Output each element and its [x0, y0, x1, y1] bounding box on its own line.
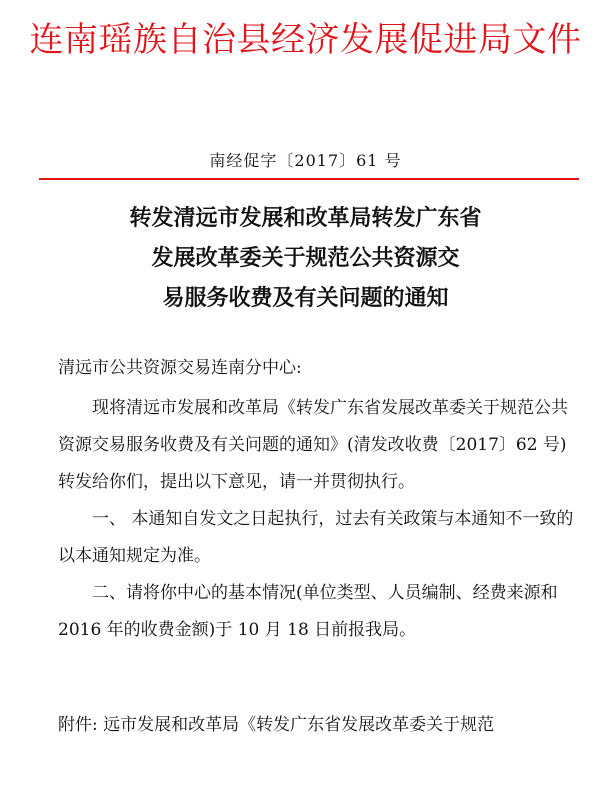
org-title: 连南瑶族自治县经济发展促进局文件 [29, 20, 582, 60]
red-divider [39, 178, 579, 180]
paragraph-spacer [58, 649, 578, 707]
title-line: 转发清远市发展和改革局转发广东省 [129, 205, 482, 231]
doc-number: 南经促字〔2017〕61 号 [209, 151, 402, 170]
addressee: 清远市公共资源交易连南分中心: [58, 358, 302, 378]
document-body [58, 350, 578, 744]
body-paragraph: 现将清远市发展和改革局《转发广东省发展改革委关于规范公共资源交易服务收费及有关问题的通知》(清发改收费〔2017〕62 号)转发给你们，提出以下意见，请一并贯彻执行。 [58, 398, 568, 492]
title-line: 发展改革委关于规范公共资源交 [151, 245, 460, 271]
body-paragraph: 二、请将你中心的基本情况(单位类型、人员编制、经费来源和 2016 年的收费金额)于 10 月 18 日前报我局。 [58, 583, 558, 640]
document-title [30, 198, 581, 318]
body-paragraph: 一、 本通知自发文之日起执行，过去有关政策与本通知不一致的以本通知规定为准。 [58, 509, 574, 566]
title-line: 易服务收费及有关问题的通知 [162, 285, 449, 311]
attachment-line: 附件: 远市发展和改革局《转发广东省发展改革委关于规范 [58, 715, 495, 735]
